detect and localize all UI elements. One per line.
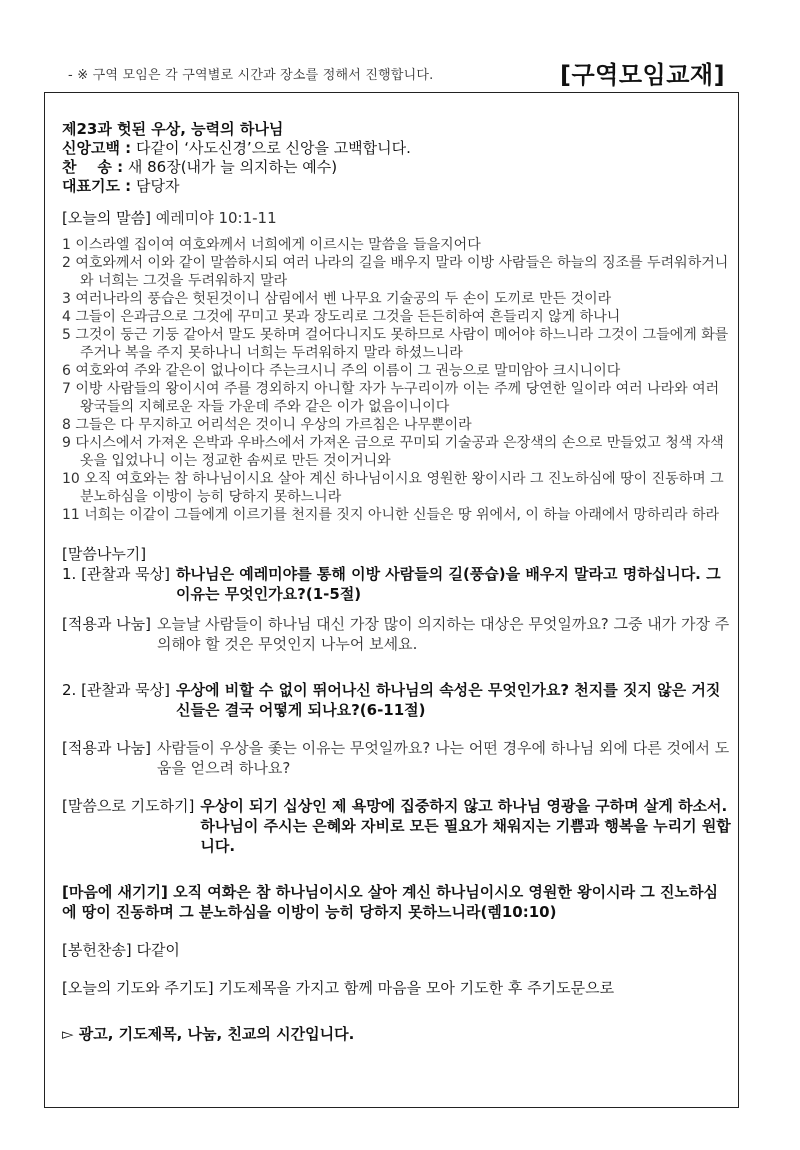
application-2-tag: [적용과 나눔]: [62, 739, 151, 757]
application-1: [62, 614, 732, 654]
today-word-label: [오늘의 말씀]: [62, 209, 151, 227]
verse-item: 10 오직 여호와는 참 하나님이시요 살아 계신 하나님이시요 영원한 왕이시라 그 진노하심에 땅이 진동하며 그 분노하심을 이방이 능히 당하지 못하느니라: [62, 471, 724, 505]
verse-item: 8 그들은 다 무지하고 어리석은 것이니 우상의 가르침은 나무뿐이라: [62, 417, 472, 433]
pray-with-word-text: 우상이 되기 십상인 제 욕망에 집중하지 않고 하나님 영광을 구하며 살게 하소서. 하나님이 주시는 은혜와 자비로 모든 필요가 채워지는 기쁨과 행복을 누리기 원합니다.: [200, 797, 731, 855]
application-1-tag: [적용과 나눔]: [62, 615, 151, 633]
footer-note: ▻ 광고, 기도제목, 나눔, 친교의 시간입니다.: [62, 1025, 355, 1043]
question-1-tag: 1. [관찰과 묵상]: [62, 565, 171, 583]
verse-item: 3 여러나라의 풍습은 헛된것이니 삼림에서 벤 나무요 기술공의 두 손이 도끼로 만든 것이라: [62, 291, 612, 307]
verse-item: 9 다시스에서 가져온 은박과 우바스에서 가져온 금으로 꾸미되 기술공과 은장색의 손으로 만들었고 청색 자색 옷을 입었나니 이는 정교한 솜씨로 만든 것이거니와: [62, 435, 724, 469]
lesson-title: 제23과 헛된 우상, 능력의 하나님: [62, 120, 284, 138]
application-2: [62, 738, 732, 778]
application-2-text: 사람들이 우상을 좇는 이유는 무엇일까요? 나는 어떤 경우에 하나님 외에 다른 것에서 도움을 얻으려 하나요?: [156, 739, 730, 777]
verse-item: 5 그것이 둥근 기둥 같아서 말도 못하며 걸어다니지도 못하므로 사람이 메어야 하느니라 그것이 그들에게 화를 주거나 복을 주지 못하나니 너희는 두려워하지 말라 하셨느니라: [62, 327, 729, 361]
question-1-text: 하나님은 예레미야를 통해 이방 사람들의 길(풍습)을 배우지 말라고 명하십니다. 그 이유는 무엇인가요?(1-5절): [176, 565, 721, 603]
closing-prayer: [62, 978, 732, 998]
verse-item: 7 이방 사람들의 왕이시여 주를 경외하지 아니할 자가 누구리이까 이는 주께 당연한 일이라 여러 나라와 여러 왕국들의 지혜로운 자들 가운데 주와 같은 이가 없음이니이다: [62, 381, 720, 415]
today-word-heading: [62, 208, 732, 228]
question-2-tag: 2. [관찰과 묵상]: [62, 681, 171, 699]
confession-text: 다같이 ‘사도신경’으로 신앙을 고백합니다.: [135, 139, 411, 157]
prayer-label: 대표기도 :: [62, 177, 132, 195]
verse-item: 2 여호와께서 이와 같이 말씀하시되 여러 나라의 길을 배우지 말라 이방 사람들은 하늘의 징조를 두려워하거니와 너희는 그것을 두려워하지 말라: [62, 255, 729, 289]
offering-text: 다같이: [136, 941, 180, 959]
material-badge: [구역모임교재]: [560, 61, 726, 89]
pray-with-word: [62, 796, 732, 856]
hymn-text: 새 86장(내가 늘 의지하는 예수): [127, 158, 338, 176]
today-word-ref: 예레미야 10:1-11: [155, 209, 277, 227]
question-2: [62, 680, 732, 720]
question-2-text: 우상에 비할 수 없이 뛰어나신 하나님의 속성은 무엇인가요? 천지를 짓지 않은 거짓 신들은 결국 어떻게 되나요?(6-11절): [176, 681, 721, 719]
confession-label: 신앙고백 :: [62, 139, 132, 157]
memorize-verse: [마음에 새기기] 오직 여화은 참 하나님이시오 살아 계신 하나님이시오 영원한 왕이시라 그 진노하심에 땅이 진동하며 그 분노하심을 이방이 능히 당하지 못하느니라(렘10:10): [62, 883, 718, 921]
verse-item: 11 너희는 이같이 그들에게 이르기를 천지를 짓지 아니한 신들은 땅 위에서, 이 하늘 아래에서 망하리라 하라: [62, 507, 720, 523]
hymn-label: 찬 송 :: [62, 158, 124, 176]
question-1: [62, 564, 732, 604]
verse-item: 6 여호와여 주와 같은이 없나이다 주는크시니 주의 이름이 그 권능으로 말미암아 크시니이다: [62, 363, 621, 379]
top-note: - ※ 구역 모임은 각 구역별로 시간과 장소를 정해서 진행합니다.: [68, 68, 434, 83]
offering-tag: [봉헌찬송]: [62, 941, 132, 959]
hymn-row: [62, 158, 732, 177]
sharing-label: [말씀나누기]: [62, 545, 147, 563]
prayer-text: 담당자: [135, 177, 180, 195]
verse-item: 1 이스라엘 집이여 여호와께서 너희에게 이르시는 말씀을 들을지어다: [62, 237, 481, 253]
closing-prayer-text: 기도제목을 가지고 함께 마음을 모아 기도한 후 주기도문으로: [218, 979, 615, 997]
verse-list: [62, 236, 732, 524]
pray-with-word-tag: [말씀으로 기도하기]: [62, 797, 195, 815]
application-1-text: 오늘날 사람들이 하나님 대신 가장 많이 의지하는 대상은 무엇일까요? 그중 내가 가장 주의해야 할 것은 무엇인지 나누어 보세요.: [156, 615, 730, 653]
confession-row: [62, 139, 732, 158]
closing-prayer-tag: [오늘의 기도와 주기도]: [62, 979, 214, 997]
verse-item: 4 그들이 은과금으로 그것에 꾸미고 못과 장도리로 그것을 든든히하여 흔들리지 않게 하나니: [62, 309, 621, 325]
prayer-row: [62, 177, 732, 196]
offering-hymn: [62, 940, 732, 960]
lesson-content: [62, 120, 732, 1044]
